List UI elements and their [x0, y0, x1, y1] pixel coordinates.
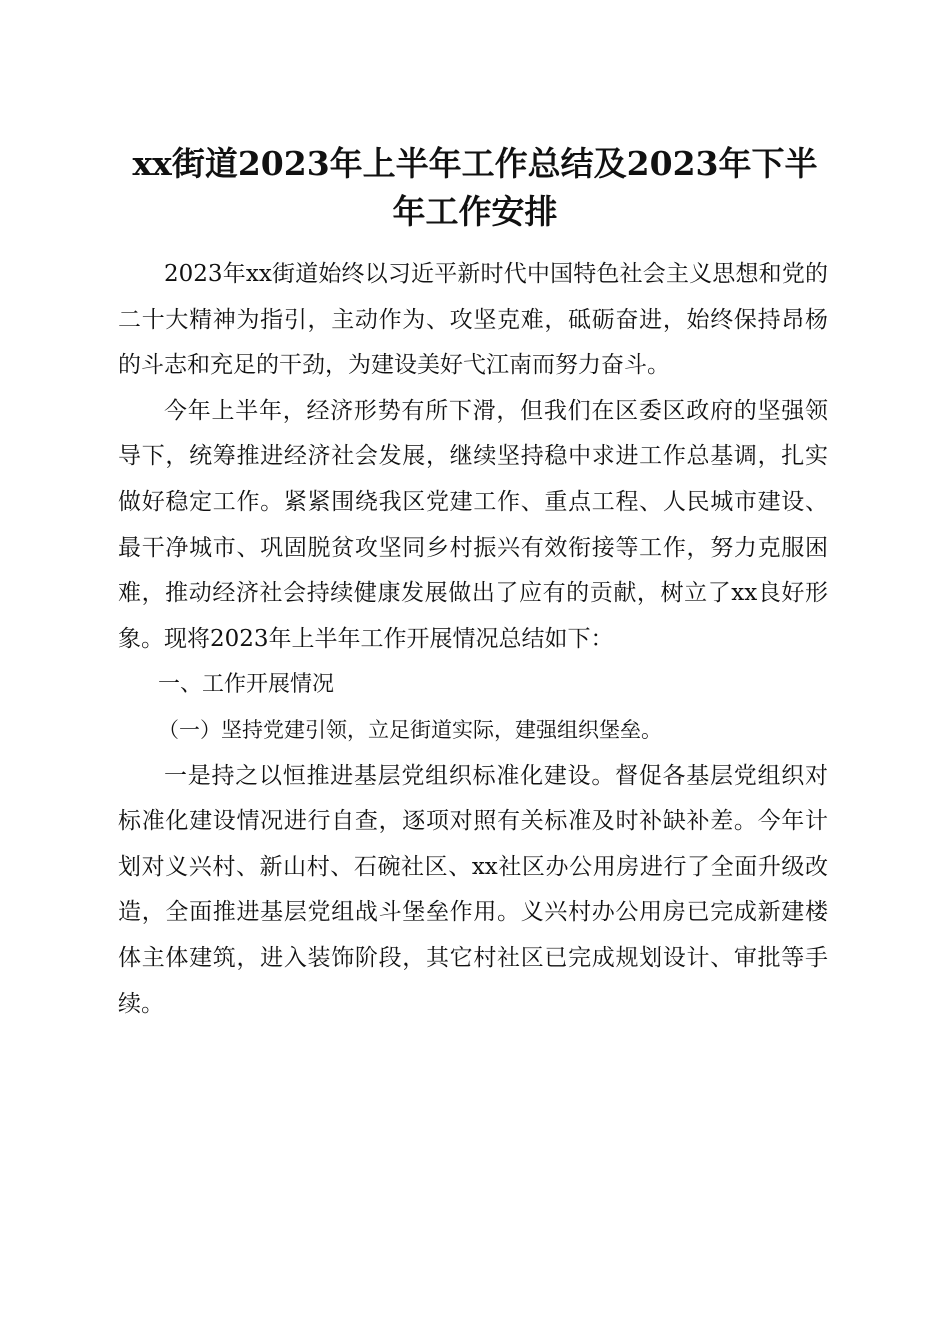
title-line-1: xx街道2023年上半年工作总结及2023年下半 — [132, 144, 818, 183]
document-body — [118, 252, 828, 1027]
document-title — [60, 140, 890, 236]
detail-paragraph-text: 督促各基层党组织对标准化建设情况进行自查，逐项对照有关标准及时补缺补差。今年计划对义兴村、新山村、石碗社区、xx社区办公用房进行了全面升级改造，全面推进基层党组战斗堡垒作用。义兴村办公用房已完成新建楼体主体建筑，进入装饰阶段，其它村社区已完成规划设计、审批等手续。 — [118, 762, 829, 1017]
detail-paragraph-lead: 一是持之以恒推进基层党组织标准化建设。 — [164, 762, 616, 789]
intro-paragraph: 2023年xx街道始终以习近平新时代中国特色社会主义思想和党的二十大精神为指引，主动作为、攻坚克难，砥砺奋进，始终保持昂杨的斗志和充足的干劲，为建设美好弋江南而努力奋斗。 — [118, 261, 828, 379]
detail-paragraph — [118, 754, 828, 1028]
title-line-2: 年工作安排 — [392, 192, 558, 231]
subsection-heading: （一）坚持党建引领，立足街道实际，建强组织堡垒。 — [158, 717, 662, 742]
section-heading: 一、工作开展情况 — [158, 672, 335, 698]
summary-paragraph: 今年上半年，经济形势有所下滑，但我们在区委区政府的坚强领导下，统筹推进经济社会发展，继续坚持稳中求进工作总基调，扎实做好稳定工作。紧紧围绕我区党建工作、重点工程、人民城市建设、最干净城市、巩固脱贫攻坚同乡村振兴有效衔接等工作，努力克服困难，推动经济社会持续健康发展做出了应有的贡献，树立了xx良好形象。现将2023年上半年工作开展情况总结如下： — [118, 397, 828, 652]
